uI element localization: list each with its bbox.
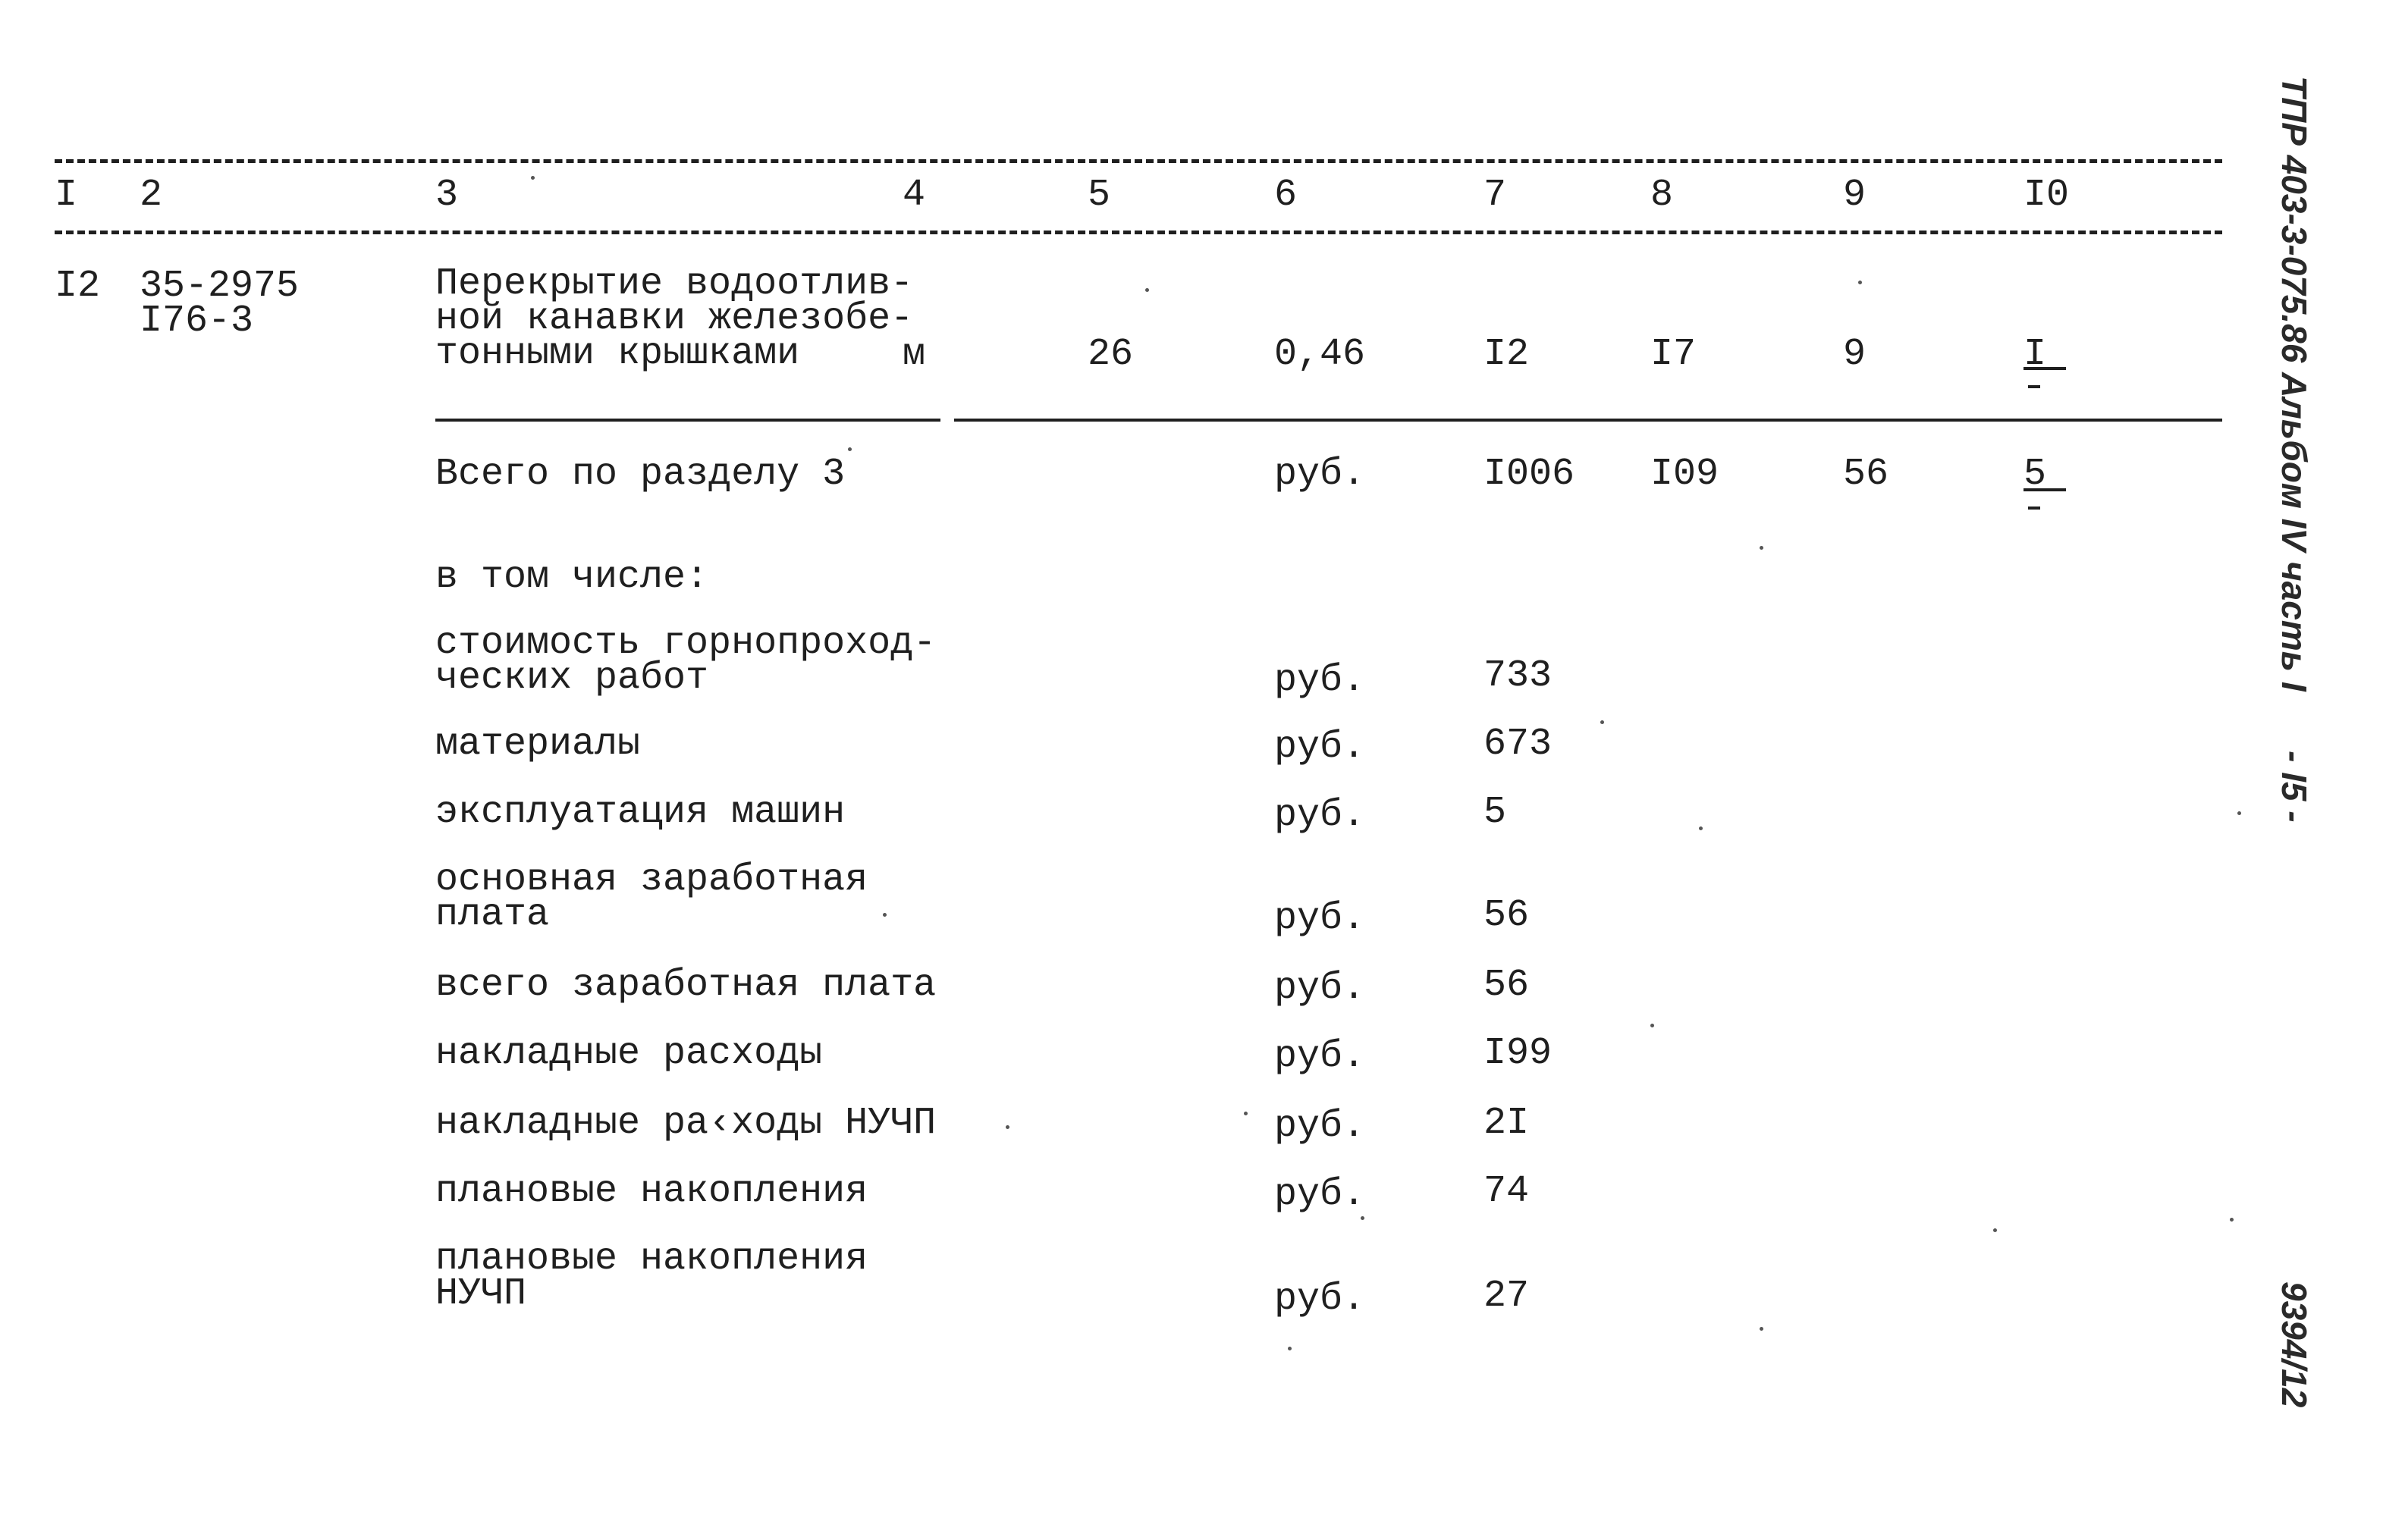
- header-col-6: 6: [1274, 174, 1298, 217]
- breakdown-value: 27: [1483, 1275, 1530, 1318]
- breakdown-unit: руб.: [1274, 659, 1366, 702]
- breakdown-value: 74: [1483, 1170, 1530, 1213]
- scan-speck: [883, 913, 887, 917]
- item-code-line1: 35-2975: [140, 265, 300, 308]
- header-top-rule: [55, 159, 2222, 163]
- header-col-2: 2: [140, 174, 163, 217]
- breakdown-unit: руб.: [1274, 1173, 1366, 1216]
- header-col-9: 9: [1843, 174, 1867, 217]
- breakdown-label: стоимость горнопроход- ческих работ: [435, 622, 937, 700]
- section-rule-right: [954, 419, 2222, 422]
- scan-speck: [848, 447, 852, 451]
- breakdown-label: материалы: [435, 723, 641, 766]
- margin-doc-code: ТПР 403-3-075.86 Альбом IV часть I: [2275, 76, 2314, 692]
- scan-speck: [2237, 811, 2241, 815]
- breakdown-value: 5: [1483, 791, 1507, 834]
- breakdown-label: всего заработная плата: [435, 964, 937, 1007]
- scan-speck: [1145, 288, 1149, 292]
- header-col-10: I0: [2024, 174, 2070, 217]
- breakdown-unit: руб.: [1274, 897, 1366, 940]
- header-col-7: 7: [1483, 174, 1507, 217]
- breakdown-unit: руб.: [1274, 967, 1366, 1010]
- breakdown-unit: руб.: [1274, 1035, 1366, 1078]
- item-code-line2: I76-3: [140, 300, 254, 343]
- scan-speck: [1288, 1347, 1292, 1350]
- breakdown-label: накладные расходы: [435, 1032, 823, 1075]
- breakdown-value: I99: [1483, 1032, 1553, 1075]
- scan-speck: [1361, 1216, 1364, 1220]
- breakdown-label: эксплуатация машин: [435, 791, 846, 834]
- header-col-8: 8: [1650, 174, 1674, 217]
- total-col10-tick: [2028, 507, 2040, 510]
- breakdown-intro: в том числе:: [435, 556, 709, 599]
- breakdown-label: накладные ра‹ходы НУЧП: [435, 1102, 937, 1145]
- scan-speck: [1699, 826, 1703, 830]
- scan-speck: [1858, 281, 1862, 284]
- breakdown-value: 56: [1483, 894, 1530, 937]
- section-rule-left: [435, 419, 940, 422]
- item-col8: I7: [1650, 333, 1697, 376]
- header-col-3: 3: [435, 174, 459, 217]
- breakdown-unit: руб.: [1274, 1105, 1366, 1148]
- breakdown-value: 2I: [1483, 1102, 1530, 1145]
- margin-inventory-number: 9394/12: [2275, 1281, 2314, 1408]
- item-number: I2: [55, 265, 101, 308]
- item-col9: 9: [1843, 333, 1867, 376]
- header-col-5: 5: [1088, 174, 1111, 217]
- item-unit-cost: 0,46: [1274, 333, 1366, 376]
- breakdown-label: плановые накопления: [435, 1170, 868, 1213]
- total-col8: I09: [1650, 453, 1719, 496]
- breakdown-unit: руб.: [1274, 1278, 1366, 1321]
- breakdown-value: 673: [1483, 723, 1553, 766]
- total-label: Всего по разделу 3: [435, 453, 846, 496]
- header-bottom-rule: [55, 231, 2222, 234]
- breakdown-value: 56: [1483, 964, 1530, 1007]
- margin-page-number: - I5 -: [2275, 751, 2314, 823]
- scan-speck: [1244, 1112, 1248, 1115]
- scan-speck: [1650, 1024, 1654, 1027]
- item-col10-tick: [2028, 385, 2040, 388]
- scan-speck: [1993, 1228, 1997, 1232]
- breakdown-value: 733: [1483, 654, 1553, 698]
- item-col10-underline: [2024, 367, 2066, 370]
- total-col10: 5: [2024, 453, 2047, 496]
- item-unit: м: [903, 333, 926, 376]
- total-col9: 56: [1843, 453, 1889, 496]
- total-unit: руб.: [1274, 453, 1366, 496]
- total-col10-underline: [2024, 488, 2066, 491]
- scan-speck: [1600, 720, 1604, 724]
- item-description: Перекрытие водоотлив- ной канавки железобе- тонными крышками: [435, 262, 914, 375]
- scan-speck: [2230, 1218, 2234, 1222]
- breakdown-unit: руб.: [1274, 794, 1366, 837]
- scan-speck: [1760, 546, 1763, 550]
- breakdown-label: основная заработная плата: [435, 858, 868, 936]
- breakdown-label: плановые накопления НУЧП: [435, 1237, 868, 1316]
- total-col7: I006: [1483, 453, 1575, 496]
- breakdown-unit: руб.: [1274, 726, 1366, 769]
- scan-speck: [1006, 1125, 1009, 1129]
- item-quantity: 26: [1088, 333, 1134, 376]
- header-col-4: 4: [903, 174, 926, 217]
- scan-speck: [1760, 1327, 1763, 1331]
- item-col10: I: [2024, 333, 2047, 376]
- header-col-1: I: [55, 174, 78, 217]
- item-col7: I2: [1483, 333, 1530, 376]
- scan-speck: [531, 176, 535, 180]
